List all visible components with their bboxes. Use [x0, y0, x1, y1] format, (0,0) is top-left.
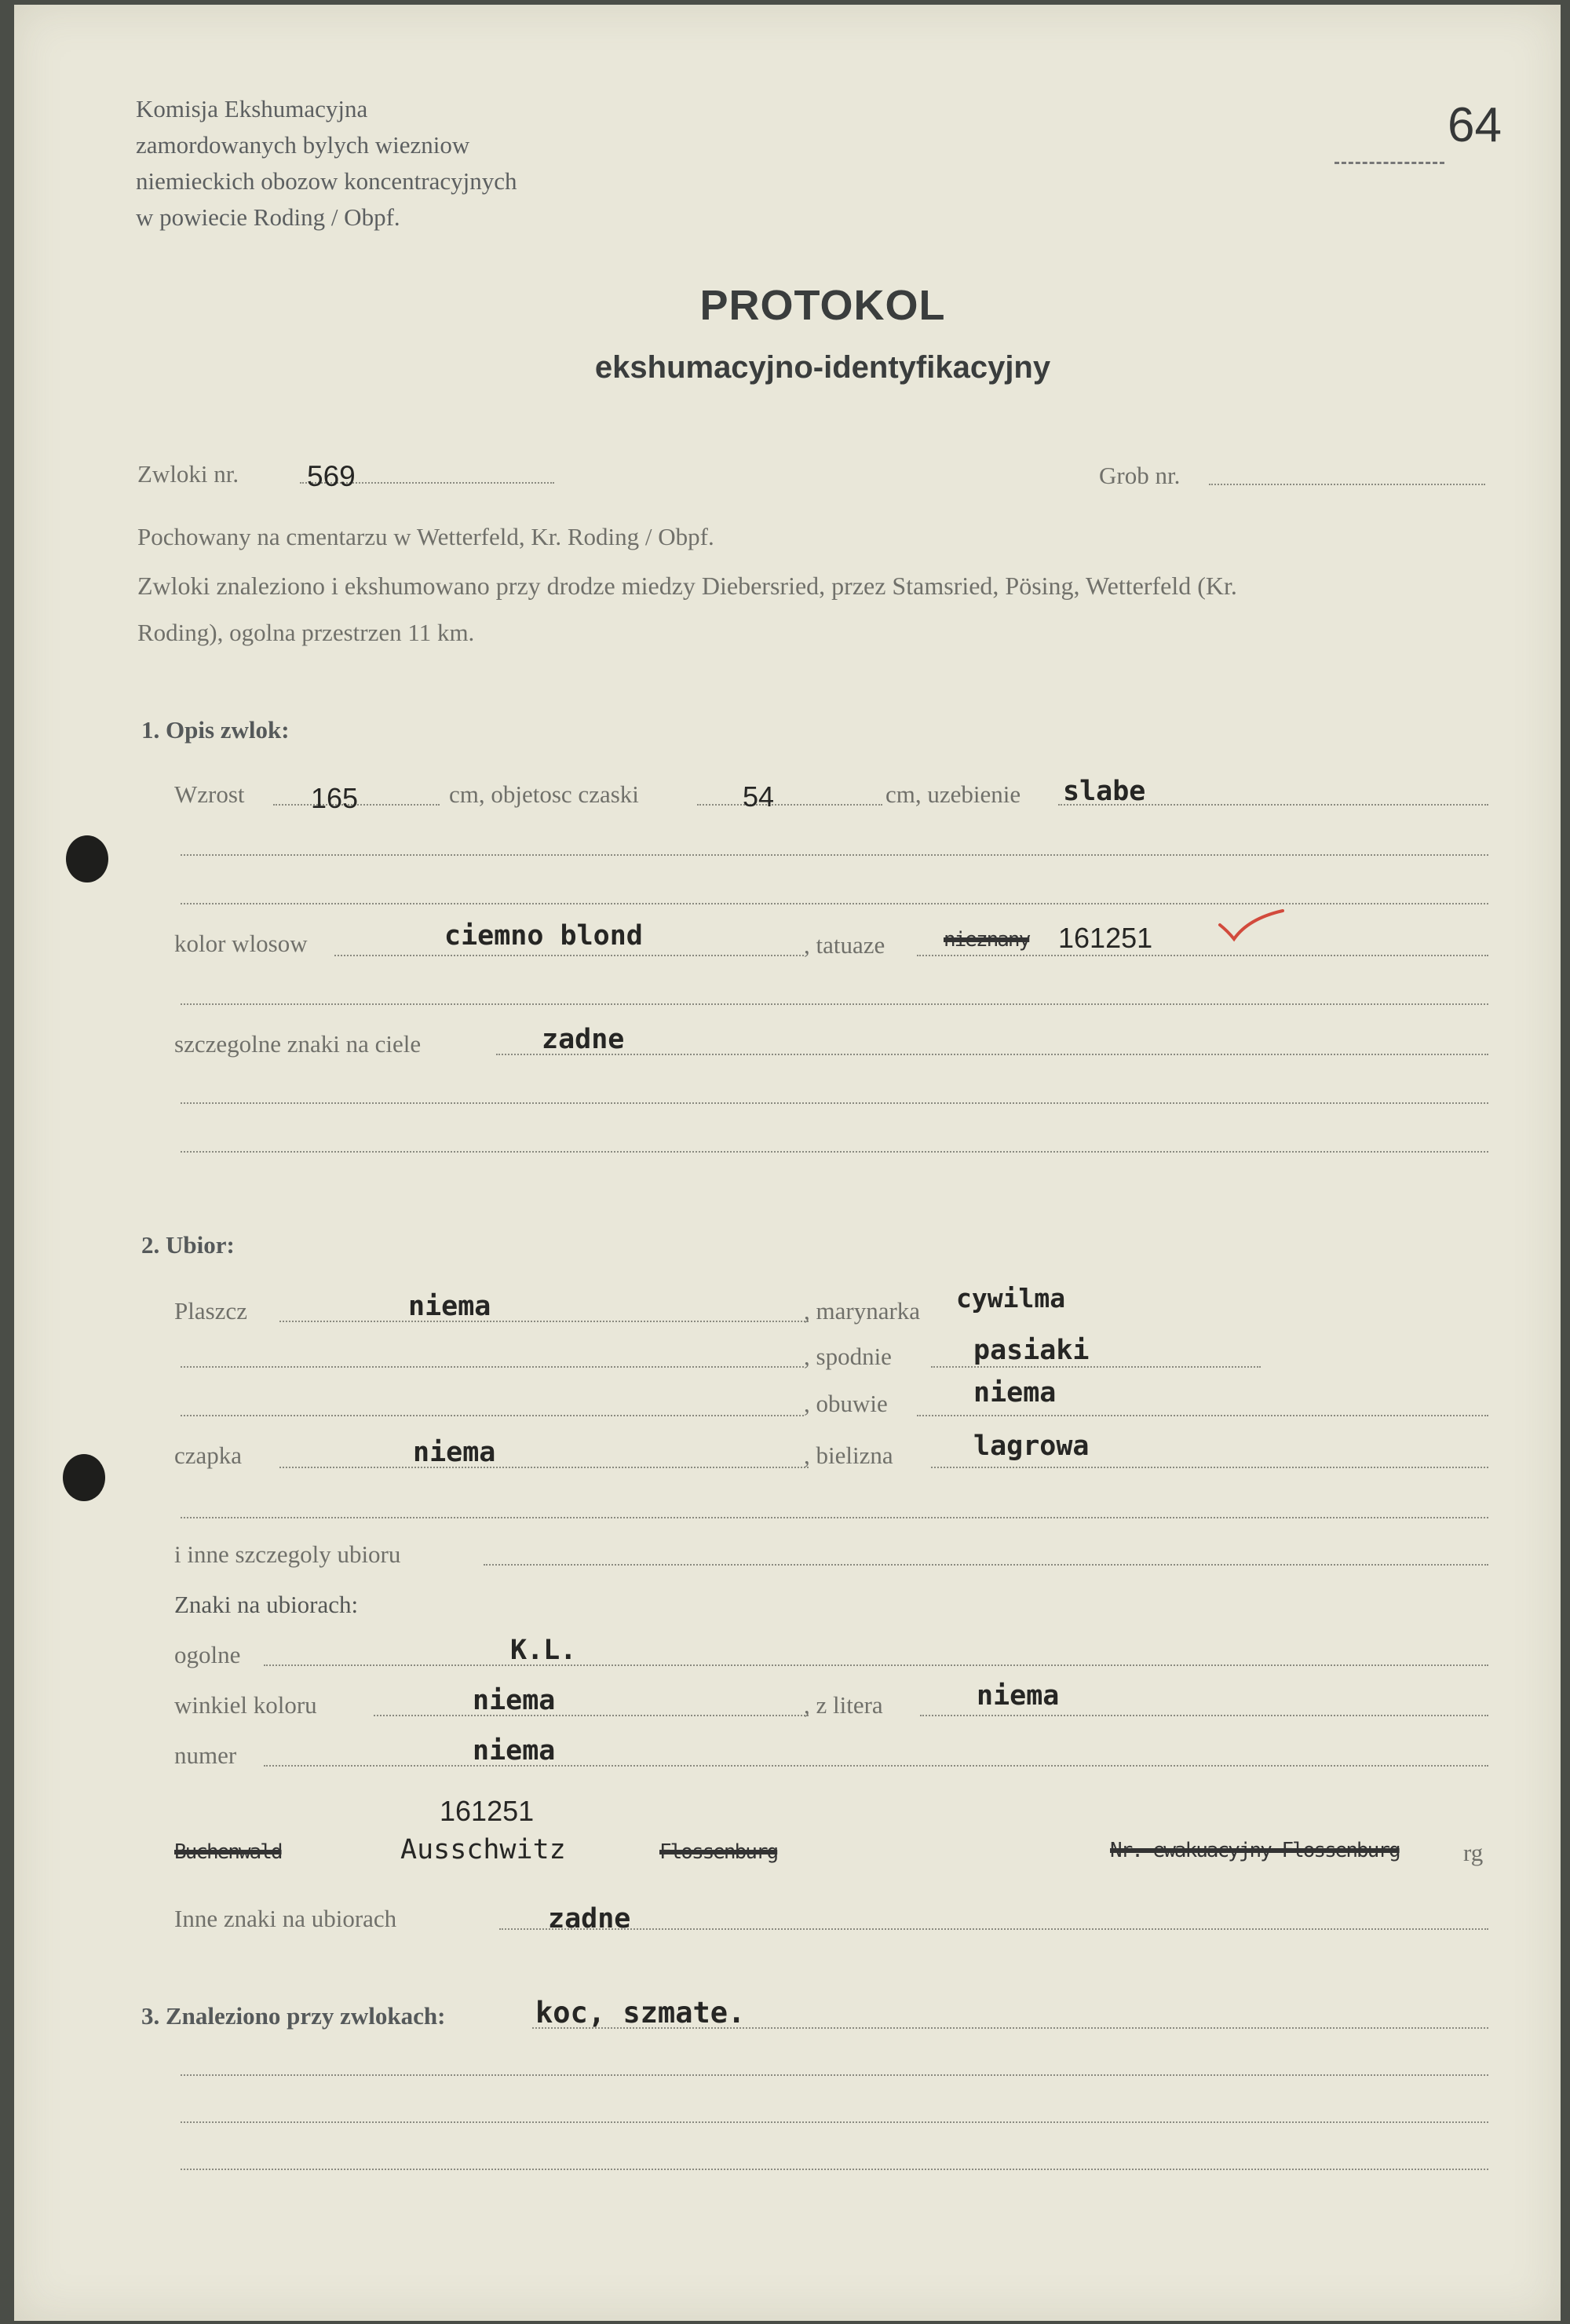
document-title: PROTOKOL: [699, 282, 946, 329]
header-line-4: w powiecie Roding / Obpf.: [136, 203, 400, 231]
header-line-3: niemieckich obozow koncentracyjnych: [136, 167, 517, 195]
camp-struck-buchenwald: Buchenwald: [174, 1840, 282, 1864]
z-litera-label: , z litera: [804, 1691, 883, 1719]
inne-szczegoly-label: i inne szczegoly ubioru: [174, 1540, 401, 1568]
page-number: 64: [1448, 98, 1502, 152]
objetosc-label: cm, objetosc czaski: [449, 780, 639, 808]
checkmark-icon: [1217, 908, 1287, 947]
kolor-wlosow-label: kolor wlosow: [174, 930, 308, 957]
page-number-dash: [1334, 162, 1444, 164]
inne-znaki-value: zadne: [548, 1903, 631, 1935]
tatuaze-struck-text: nieznany: [944, 928, 1030, 952]
spodnie-label: , spodnie: [804, 1343, 892, 1370]
inne-znaki-label: Inne znaki na ubiorach: [174, 1905, 397, 1932]
czapka-value: niema: [413, 1437, 496, 1468]
ogolne-label: ogolne: [174, 1641, 241, 1668]
wzrost-label: Wzrost: [174, 780, 245, 808]
section-1-heading: 1. Opis zwlok:: [141, 716, 290, 744]
spodnie-value: pasiaki: [973, 1335, 1090, 1366]
header-line-1: Komisja Ekshumacyjna: [136, 95, 368, 122]
obuwie-label: , obuwie: [804, 1390, 888, 1417]
camp-struck-evacuation: Nr. ewakuacyjny Flossenburg: [1110, 1839, 1400, 1862]
punch-hole-bottom: [63, 1454, 105, 1501]
tatuaze-label: , tatuaze: [804, 931, 885, 959]
marynarka-label: , marynarka: [804, 1297, 921, 1325]
obuwie-value: niema: [973, 1377, 1057, 1409]
winkiel-value: niema: [473, 1685, 556, 1716]
numer-value: niema: [473, 1735, 556, 1767]
commission-header: [136, 91, 517, 236]
document-subtitle: ekshumacyjno-identyfikacyjny: [594, 350, 1051, 385]
found-location-line-2: Roding), ogolna przestrzen 11 km.: [137, 619, 475, 646]
punch-hole-top: [66, 835, 108, 882]
camp-struck-flossenburg: Flossenburg: [659, 1840, 778, 1864]
document-page: [14, 5, 1561, 2321]
section-3-heading: 3. Znaleziono przy zwlokach:: [141, 2002, 446, 2030]
camp-value: Ausschwitz: [400, 1834, 566, 1865]
winkiel-label: winkiel koloru: [174, 1691, 317, 1719]
grob-label: Grob nr.: [1099, 462, 1181, 489]
szczegolne-znaki-label: szczegolne znaki na ciele: [174, 1030, 422, 1058]
section-3-value: koc, szmate.: [535, 1996, 746, 2030]
kolor-wlosow-value: ciemno blond: [444, 920, 643, 952]
zwloki-label: Zwloki nr.: [137, 460, 239, 488]
numer-label: numer: [174, 1741, 237, 1769]
tatuaze-value: 161251: [1058, 922, 1153, 954]
wzrost-value: 165: [311, 782, 359, 814]
szczegolne-znaki-value: zadne: [542, 1024, 625, 1055]
czapka-label: czapka: [174, 1442, 243, 1469]
burial-place: Pochowany na cmentarzu w Wetterfeld, Kr. Roding / Obpf.: [137, 523, 714, 550]
zwloki-value: 569: [307, 460, 356, 492]
marynarka-value: cywilma: [956, 1283, 1066, 1314]
bielizna-label: , bielizna: [804, 1442, 893, 1469]
uzebienie-value: slabe: [1063, 776, 1146, 807]
camp-number: 161251: [440, 1795, 535, 1827]
plaszcz-label: Plaszcz: [174, 1297, 247, 1325]
ogolne-value: K.L.: [510, 1635, 577, 1666]
header-line-2: zamordowanych bylych wiezniow: [136, 131, 470, 159]
bielizna-value: lagrowa: [973, 1431, 1090, 1462]
found-location-line-1: Zwloki znaleziono i ekshumowano przy drodze miedzy Diebersried, przez Stamsried, Pösing, Wetterfeld (Kr.: [137, 572, 1237, 600]
camp-tail: rg: [1463, 1839, 1484, 1866]
znaki-na-ubiorach-label: Znaki na ubiorach:: [174, 1591, 359, 1618]
z-litera-value: niema: [977, 1680, 1060, 1712]
section-2-heading: 2. Ubior:: [141, 1231, 235, 1259]
plaszcz-value: niema: [408, 1291, 491, 1322]
objetosc-value: 54: [743, 780, 775, 813]
uzebienie-label: cm, uzebienie: [885, 780, 1021, 808]
